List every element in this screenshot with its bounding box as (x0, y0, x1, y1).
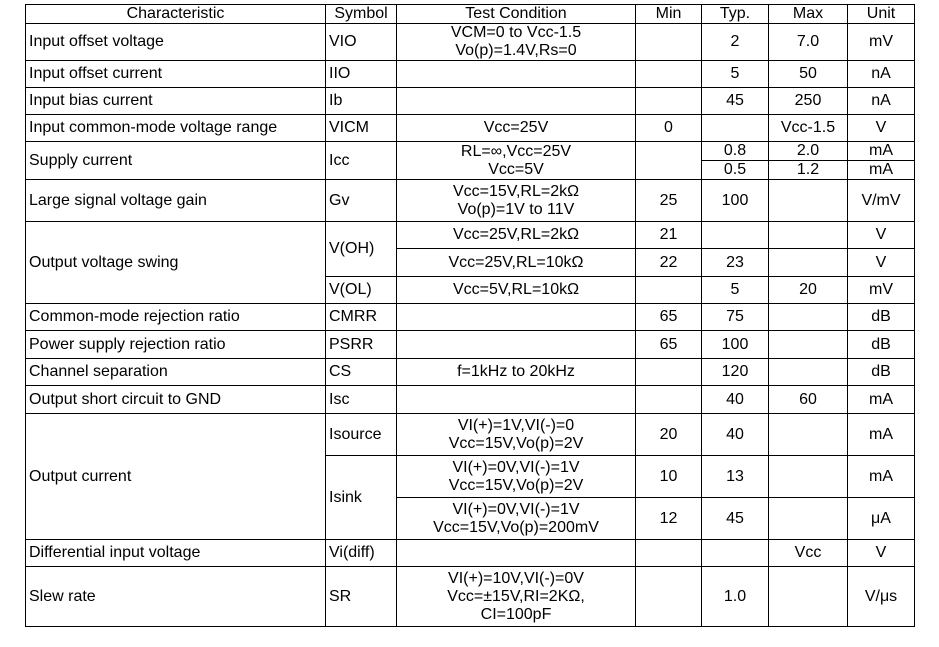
condition-line: CI=100pF (480, 605, 552, 623)
characteristic-cell: Power supply rejection ratio (26, 331, 326, 359)
characteristic-cell: Differential input voltage (26, 540, 326, 567)
condition-cell (397, 498, 636, 540)
min-cell (636, 567, 702, 627)
max-cell: 2.0 (769, 142, 848, 161)
max-cell (769, 304, 848, 331)
max-cell (769, 359, 848, 386)
table-row (26, 567, 915, 627)
symbol-cell: V(OH) (326, 222, 397, 277)
table-row (26, 304, 915, 331)
unit-cell: nA (848, 88, 915, 115)
typ-cell: 75 (702, 304, 769, 331)
typ-cell (702, 115, 769, 142)
table-row (26, 61, 915, 88)
unit-cell: V (848, 115, 915, 142)
condition-line: VCM=0 to Vcc-1.5 (450, 24, 582, 41)
max-cell (769, 331, 848, 359)
typ-cell: 5 (702, 277, 769, 304)
unit-cell: V/μs (848, 567, 915, 627)
min-cell: 65 (636, 331, 702, 359)
symbol-cell: Gv (326, 180, 397, 222)
condition-cell (397, 180, 636, 222)
table-row (26, 414, 915, 456)
condition-cell (397, 540, 636, 567)
max-cell (769, 249, 848, 277)
header-symbol: Symbol (326, 5, 397, 24)
condition-cell: Vcc=5V,RL=10kΩ (397, 277, 636, 304)
characteristic-cell: Input common-mode voltage range (26, 115, 326, 142)
symbol-cell: SR (326, 567, 397, 627)
header-unit: Unit (848, 5, 915, 24)
table-row (26, 180, 915, 222)
typ-cell: 100 (702, 180, 769, 222)
typ-cell: 2 (702, 24, 769, 61)
symbol-cell: CMRR (326, 304, 397, 331)
characteristic-cell: Channel separation (26, 359, 326, 386)
max-cell (769, 222, 848, 249)
typ-cell: 40 (702, 386, 769, 414)
symbol-cell: CS (326, 359, 397, 386)
condition-line: Vo(p)=1.4V,Rs=0 (455, 42, 577, 59)
symbol-cell: Icc (326, 142, 397, 180)
min-cell: 21 (636, 222, 702, 249)
condition-line: Vcc=5V (488, 160, 544, 178)
condition-line: VI(+)=1V,VI(-)=0 (457, 416, 575, 434)
min-cell (636, 142, 702, 180)
max-cell: 60 (769, 386, 848, 414)
min-cell (636, 61, 702, 88)
unit-cell: mA (848, 161, 915, 180)
condition-cell (397, 414, 636, 456)
condition-cell: Vcc=25V (397, 115, 636, 142)
table-row (26, 331, 915, 359)
unit-cell: dB (848, 359, 915, 386)
min-cell: 0 (636, 115, 702, 142)
characteristic-cell: Output current (26, 414, 326, 540)
min-cell: 12 (636, 498, 702, 540)
symbol-cell: PSRR (326, 331, 397, 359)
condition-line: VI(+)=0V,VI(-)=1V (452, 458, 580, 476)
condition-line: RL=∞,Vcc=25V (460, 142, 572, 160)
condition-line: Vcc=±15V,RI=2KΩ, (447, 587, 585, 605)
condition-line: Vcc=15V,RL=2kΩ (452, 182, 580, 200)
unit-cell: V/mV (848, 180, 915, 222)
typ-cell: 0.5 (702, 161, 769, 180)
table-row (26, 222, 915, 249)
typ-cell: 40 (702, 414, 769, 456)
condition-line: Vcc=15V,Vo(p)=200mV (433, 518, 599, 536)
condition-cell (397, 88, 636, 115)
characteristic-cell: Input bias current (26, 88, 326, 115)
characteristic-cell: Output voltage swing (26, 222, 326, 304)
condition-cell (397, 386, 636, 414)
typ-cell (702, 222, 769, 249)
unit-cell: V (848, 540, 915, 567)
characteristic-cell: Output short circuit to GND (26, 386, 326, 414)
characteristic-cell: Input offset current (26, 61, 326, 88)
typ-cell (702, 540, 769, 567)
max-cell: Vcc-1.5 (769, 115, 848, 142)
min-cell: 20 (636, 414, 702, 456)
typ-cell: 13 (702, 456, 769, 498)
min-cell (636, 359, 702, 386)
typ-cell: 5 (702, 61, 769, 88)
max-cell: Vcc (769, 540, 848, 567)
table-row (26, 540, 915, 567)
symbol-cell: Ib (326, 88, 397, 115)
max-cell (769, 456, 848, 498)
header-min: Min (636, 5, 702, 24)
typ-cell: 23 (702, 249, 769, 277)
condition-cell (397, 142, 636, 180)
table-row (26, 88, 915, 115)
condition-cell (397, 304, 636, 331)
table-row (26, 386, 915, 414)
table-row (26, 359, 915, 386)
symbol-cell: V(OL) (326, 277, 397, 304)
symbol-cell: VICM (326, 115, 397, 142)
spec-table (25, 4, 915, 627)
max-cell: 20 (769, 277, 848, 304)
header-row (26, 5, 915, 24)
condition-line: Vcc=15V,Vo(p)=2V (448, 476, 584, 494)
max-cell: 50 (769, 61, 848, 88)
min-cell (636, 386, 702, 414)
condition-cell: f=1kHz to 20kHz (397, 359, 636, 386)
condition-cell (397, 24, 636, 61)
table-row (26, 115, 915, 142)
characteristic-cell: Slew rate (26, 567, 326, 627)
symbol-cell: Isource (326, 414, 397, 456)
unit-cell: V (848, 222, 915, 249)
condition-line: Vcc=15V,Vo(p)=2V (448, 434, 584, 452)
unit-cell: μA (848, 498, 915, 540)
max-cell (769, 414, 848, 456)
condition-line: Vo(p)=1V to 11V (457, 200, 575, 218)
characteristic-cell: Input offset voltage (26, 24, 326, 61)
condition-cell (397, 567, 636, 627)
min-cell (636, 24, 702, 61)
table-row (26, 24, 915, 61)
typ-cell: 1.0 (702, 567, 769, 627)
min-cell: 10 (636, 456, 702, 498)
symbol-cell: Vi(diff) (326, 540, 397, 567)
unit-cell: V (848, 249, 915, 277)
condition-cell: Vcc=25V,RL=10kΩ (397, 249, 636, 277)
symbol-cell: Isc (326, 386, 397, 414)
typ-cell: 120 (702, 359, 769, 386)
min-cell (636, 277, 702, 304)
condition-cell (397, 456, 636, 498)
typ-cell: 100 (702, 331, 769, 359)
max-cell (769, 498, 848, 540)
min-cell: 22 (636, 249, 702, 277)
table-row (26, 142, 915, 161)
min-cell: 25 (636, 180, 702, 222)
min-cell (636, 540, 702, 567)
symbol-cell: IIO (326, 61, 397, 88)
unit-cell: mV (848, 277, 915, 304)
unit-cell: mA (848, 456, 915, 498)
unit-cell: dB (848, 304, 915, 331)
max-cell: 1.2 (769, 161, 848, 180)
unit-cell: mA (848, 142, 915, 161)
condition-cell (397, 61, 636, 88)
condition-cell (397, 331, 636, 359)
max-cell: 250 (769, 88, 848, 115)
unit-cell: mA (848, 386, 915, 414)
symbol-cell: Isink (326, 456, 397, 540)
min-cell (636, 88, 702, 115)
typ-cell: 0.8 (702, 142, 769, 161)
unit-cell: mV (848, 24, 915, 61)
unit-cell: dB (848, 331, 915, 359)
characteristic-cell: Supply current (26, 142, 326, 180)
header-test-condition: Test Condition (397, 5, 636, 24)
header-typ: Typ. (702, 5, 769, 24)
unit-cell: mA (848, 414, 915, 456)
max-cell (769, 567, 848, 627)
symbol-cell: VIO (326, 24, 397, 61)
typ-cell: 45 (702, 498, 769, 540)
characteristic-cell: Large signal voltage gain (26, 180, 326, 222)
characteristic-cell: Common-mode rejection ratio (26, 304, 326, 331)
condition-line: VI(+)=10V,VI(-)=0V (448, 569, 584, 587)
condition-cell: Vcc=25V,RL=2kΩ (397, 222, 636, 249)
min-cell: 65 (636, 304, 702, 331)
header-max: Max (769, 5, 848, 24)
condition-line: VI(+)=0V,VI(-)=1V (452, 500, 580, 518)
max-cell (769, 180, 848, 222)
typ-cell: 45 (702, 88, 769, 115)
header-characteristic: Characteristic (26, 5, 326, 24)
max-cell: 7.0 (769, 24, 848, 61)
unit-cell: nA (848, 61, 915, 88)
